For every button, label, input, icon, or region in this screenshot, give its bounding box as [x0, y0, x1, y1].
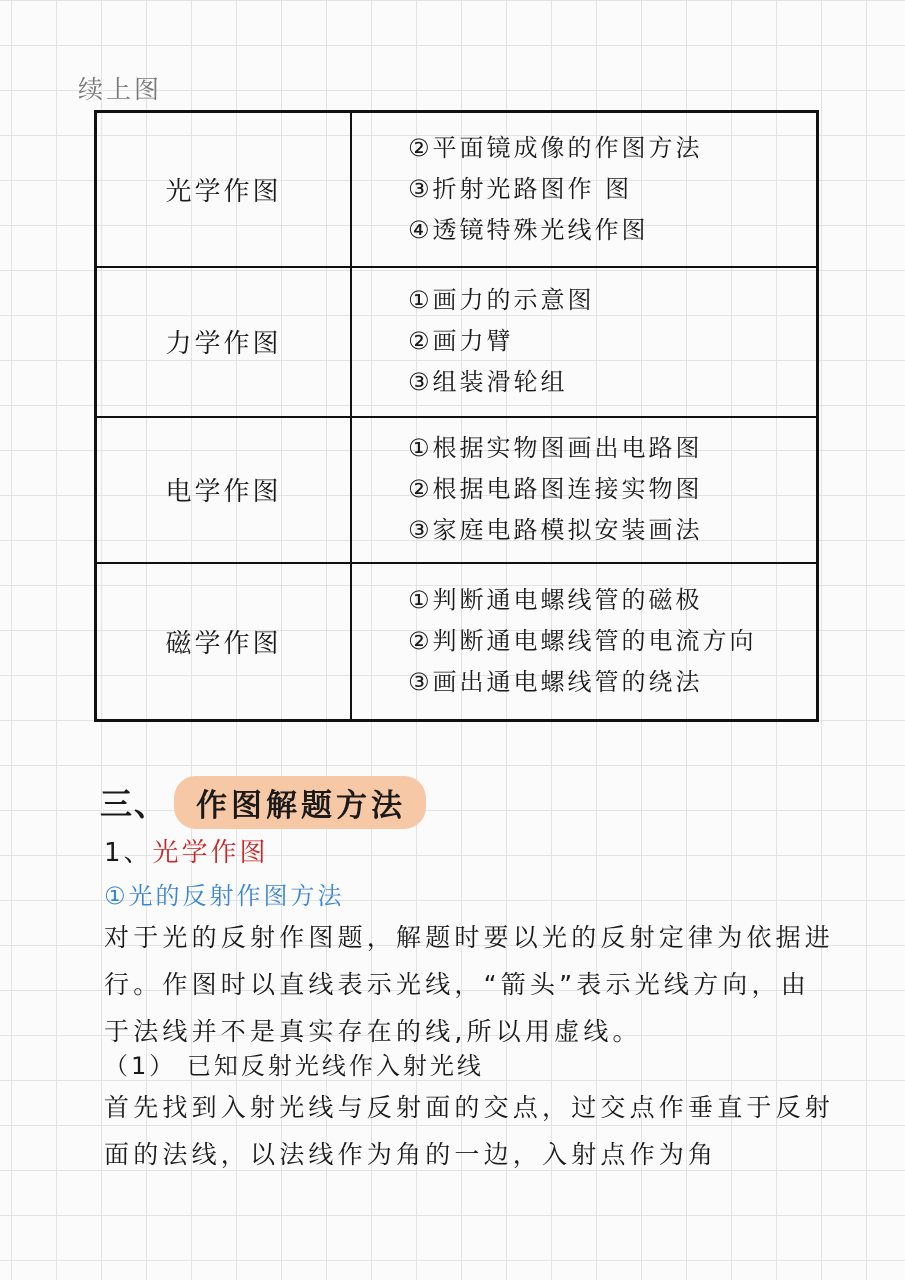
items-cell — [351, 563, 818, 721]
topic-cell: 磁学作图 — [96, 563, 352, 721]
topic-cell: 光学作图 — [96, 112, 352, 267]
case-heading: （1） 已知反射光线作入射光线 — [104, 1052, 484, 1080]
method-heading: ①光的反射作图方法 — [104, 882, 345, 910]
list-item: ①判断通电螺线管的磁极 — [408, 585, 703, 614]
table-row — [96, 112, 818, 267]
list-item: ①根据实物图画出电路图 — [408, 434, 703, 462]
list-item: ②平面镜成像的作图方法 — [408, 133, 703, 162]
continued-note: 续上图 — [78, 75, 163, 104]
list-item: ③折射光路图作 图 — [408, 174, 633, 203]
list-item: ②判断通电螺线管的电流方向 — [408, 626, 757, 655]
table-row — [96, 563, 818, 721]
list-item: ②画力臂 — [408, 327, 514, 355]
items-cell — [351, 267, 818, 417]
list-item: ③组装滑轮组 — [408, 368, 568, 396]
body-paragraph: 首先找到入射光线与反射面的交点，过交点作垂直于反射面的法线，以法线作为角的一边，入射点作为角 — [104, 1093, 835, 1169]
topic-cell: 电学作图 — [96, 417, 352, 563]
subsection-title: 光学作图 — [152, 838, 269, 868]
section-heading — [100, 776, 426, 828]
items-cell — [351, 112, 818, 267]
list-item: ②根据电路图连接实物图 — [408, 475, 703, 503]
subsection-heading — [104, 832, 269, 869]
subsection-number: 1、 — [104, 838, 153, 868]
table-row — [96, 417, 818, 563]
items-cell — [351, 417, 818, 563]
list-item: ③家庭电路模拟安装画法 — [408, 516, 703, 544]
section-title-highlight: 作图解题方法 — [174, 776, 426, 829]
topic-cell: 力学作图 — [96, 267, 352, 417]
list-item: ①画力的示意图 — [408, 286, 595, 314]
list-item: ③画出通电螺线管的绕法 — [408, 667, 703, 696]
section-number: 三、 — [100, 785, 169, 823]
table-row — [96, 267, 818, 417]
body-paragraph: 对于光的反射作图题，解题时要以光的反射定律为依据进行。作图时以直线表示光线，“箭头”表示光线方向，由于法线并不是真实存在的线,所以用虚线。 — [104, 923, 835, 1046]
drawing-topics-table — [94, 110, 819, 722]
list-item: ④透镜特殊光线作图 — [408, 215, 649, 244]
